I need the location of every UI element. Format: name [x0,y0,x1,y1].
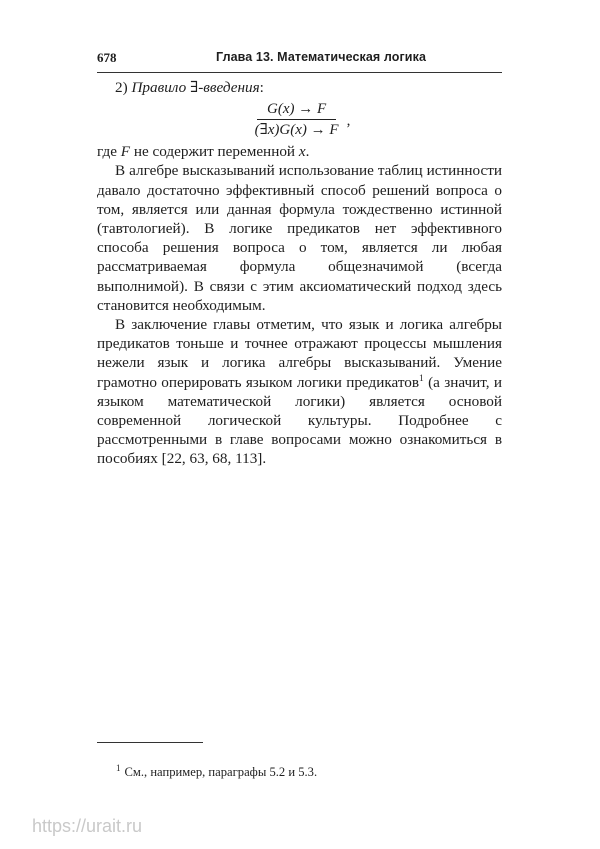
condition-suffix: . [305,143,310,161]
condition-var-x: x [298,143,306,161]
footnote-text: См., например, параграфы 5.2 и 5.3. [124,765,318,779]
condition-middle: не содержит переменной [130,143,299,161]
footnote-mark: 1 [116,763,121,773]
rule-heading [97,78,502,97]
formula-numerator: G(x) → F [257,100,336,120]
inference-formula [97,100,502,139]
rule-colon: : [259,79,264,96]
footnote [116,760,317,780]
formula-fraction [249,100,345,139]
page-body [97,78,502,469]
condition-prefix: где [97,143,121,161]
page-header [97,46,502,73]
formula-condition [97,142,502,161]
formula-denominator: (∃x)G(x) → F [254,122,339,139]
paragraph-truth-tables: В алгебре высказываний использование таблиц истинности давало достаточно эффективный способ решений вопроса о том, является или данная формула тождественно истинной (тавтологией). В логике предикатов нет эффективного способа решения вопроса о том, является ли любая рассматриваемая формула общезначимой (всегда выполнимой). В связи с этим аксиоматический подход здесь становится необходимым. [97,162,502,314]
page-number: 678 [97,50,117,65]
footnote-reference[interactable]: 1 [419,373,424,384]
condition-var-f: F [120,143,131,161]
paragraph-conclusion [97,315,502,469]
running-title: Глава 13. Математическая логика [216,50,426,64]
conclusion-text-end: (а значит, и языком математической логики) является основой современной логической культуры. Подробнее с рассмотренными в главе вопросами можно ознакомиться в пособиях [22, 63, 68, 113]. [97,373,502,468]
rule-number: 2) [115,79,128,96]
rule-name: Правило ∃-введения [131,79,260,96]
conclusion-text-start: В заключение главы отметим, что язык и логика алгебры предикатов тоньше и точнее отражают процессы мышления нежели язык и логика алгебры высказываний. Умение грамотно оперировать языком логики предикатов [97,316,502,391]
formula-comma: , [346,112,351,130]
source-watermark: https://urait.ru [32,816,143,836]
footnote-divider [97,742,203,743]
